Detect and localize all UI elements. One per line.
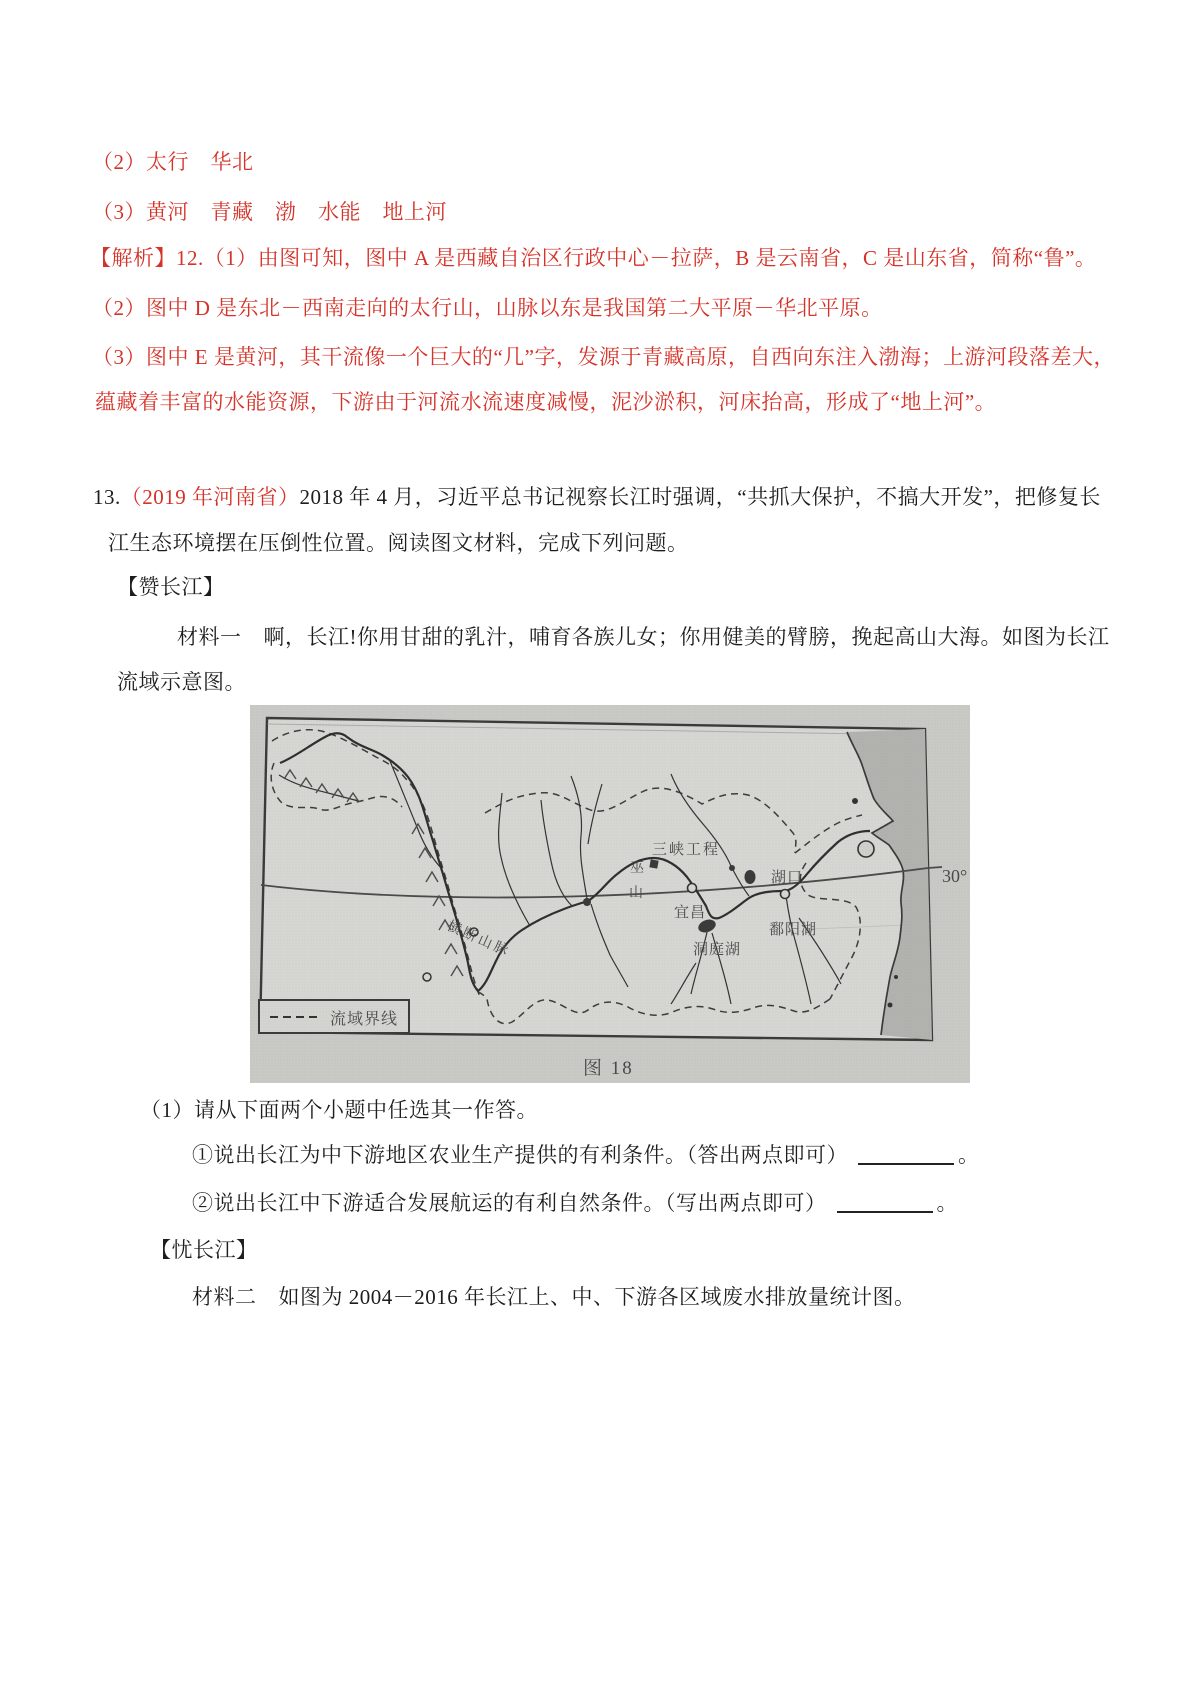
material-2-label: 材料二 — [192, 1285, 257, 1309]
material-2-line — [192, 1284, 916, 1311]
answer-blank-2 — [837, 1191, 933, 1213]
sub-question-1 — [192, 1142, 980, 1169]
sub-question-intro: （1）请从下面两个小题中任选其一作答。 — [140, 1098, 538, 1122]
material-2-text: 如图为 2004－2016 年长江上、中、下游各区域废水排放量统计图。 — [278, 1285, 916, 1309]
yangtze-basin-map-svg — [250, 705, 970, 1083]
analysis-line-2: （2）图中 D 是东北－西南走向的太行山，山脉以东是我国第二大平原－华北平原。 — [92, 296, 883, 320]
analysis-line-4: 蕴藏着丰富的水能资源，下游由于河流水流速度减慢，泥沙淤积，河床抬高，形成了“地上河”。 — [95, 390, 997, 414]
material-1-label: 材料一 — [177, 625, 242, 649]
analysis-line-1: 【解析】12.（1）由图可知，图中 A 是西藏自治区行政中心－拉萨，B 是云南省，C 是山东省，简称“鲁”。 — [90, 246, 1097, 270]
analysis-line-3: （3）图中 E 是黄河，其干流像一个巨大的“几”字，发源于青藏高原，自西向东注入渤海；上游河段落差大， — [92, 345, 1115, 369]
question-intro-text: 2018 年 4 月，习近平总书记视察长江时强调，“共抓大保护，不搞大开发”，把修复长 — [299, 485, 1101, 509]
question-number: 13. — [93, 485, 121, 509]
question-13-intro — [93, 484, 1101, 511]
section-tag-worry: 【忧长江】 — [150, 1238, 258, 1262]
sub-question-2-text: ②说出长江中下游适合发展航运的有利自然条件。（写出两点即可） — [192, 1191, 827, 1215]
section-tag-praise: 【赞长江】 — [117, 575, 225, 599]
sub-question-2-period: 。 — [936, 1191, 958, 1215]
scan-texture-overlay — [250, 705, 970, 1083]
sub-question-2 — [192, 1190, 958, 1217]
material-1-text: 啊，长江!你用甘甜的乳汁，哺育各族儿女；你用健美的臂膀，挽起高山大海。如图为长江 — [263, 625, 1110, 649]
sub-question-1-period: 。 — [958, 1143, 980, 1167]
yangtze-basin-map — [250, 705, 970, 1083]
question-source: （2019 年河南省） — [120, 485, 300, 509]
answer-line-3: （3）黄河 青藏 渤 水能 地上河 — [92, 200, 447, 224]
answer-line-2: （2）太行 华北 — [92, 150, 254, 174]
material-1-line — [177, 624, 1110, 651]
sub-question-1-text: ①说出长江为中下游地区农业生产提供的有利条件。（答出两点即可） — [192, 1143, 848, 1167]
answer-blank-1 — [858, 1143, 954, 1165]
material-1-line2: 流域示意图。 — [117, 670, 246, 694]
question-13-intro-line2: 江生态环境摆在压倒性位置。阅读图文材料，完成下列问题。 — [108, 531, 689, 555]
